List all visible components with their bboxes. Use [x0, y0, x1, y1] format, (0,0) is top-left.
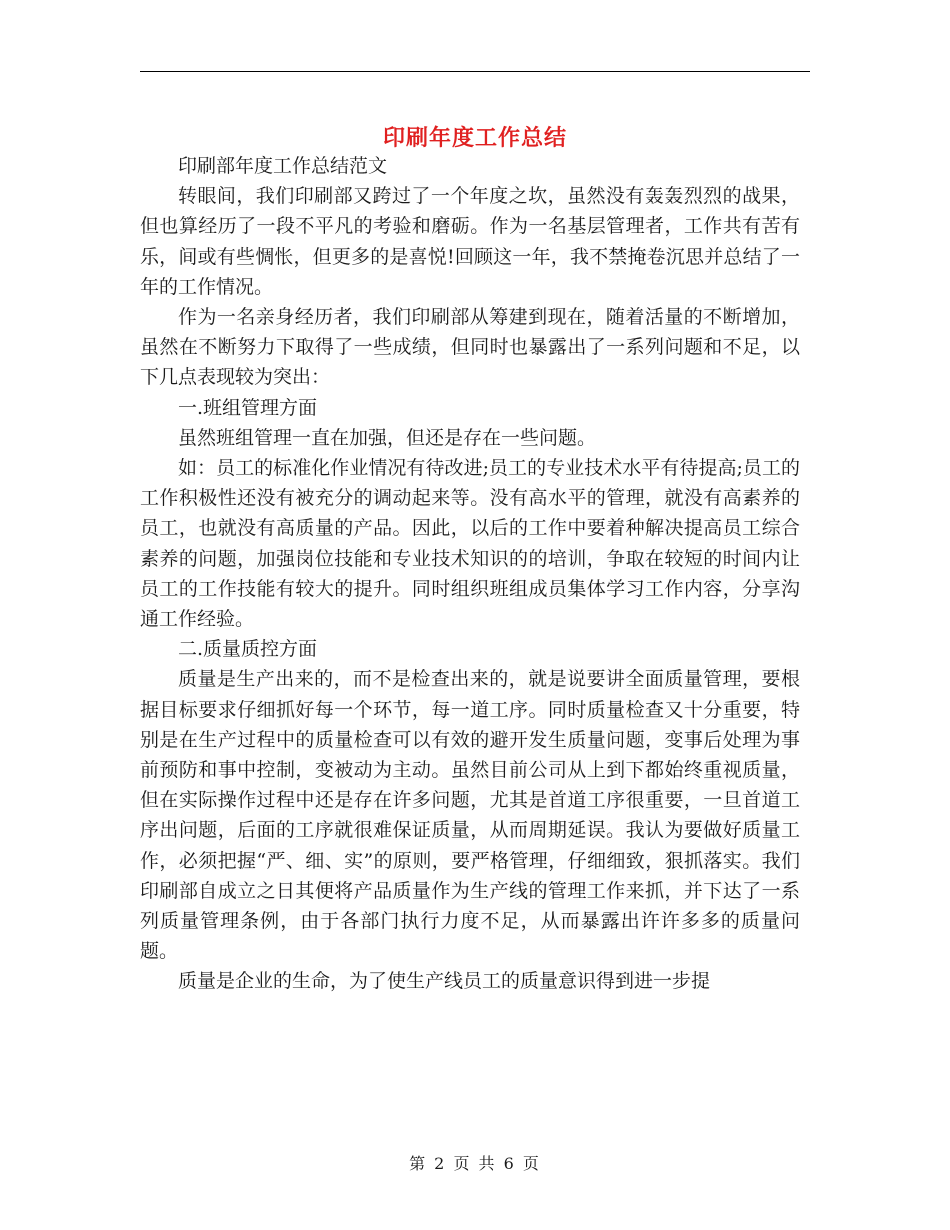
paragraph-team-issues: 虽然班组管理一直在加强，但还是存在一些问题。 [178, 426, 597, 449]
paragraph-subtitle: 印刷部年度工作总结范文 [178, 155, 388, 177]
document-body [140, 151, 800, 997]
header-rule [140, 71, 810, 72]
paragraph-team-details: 如：员工的标准化作业情况有待改进;员工的专业技术水平有待提高;员工的工作积极性还没有被充分的调动起来等。没有高水平的管理，就没有高素养的员工，也就没有高质量的产品。因此，以后的工作中要着种解决提高员工综合素养的问题，加强岗位技能和专业技术知识的的培训，争取在较短的时间内让员工的工作技能有较大的提升。同时组织班组成员集体学习工作内容，分享沟通工作经验。 [140, 457, 800, 631]
page-number: 第 2 页 共 6 页 [409, 1154, 541, 1173]
paragraph-quality-details: 质量是生产出来的，而不是检查出来的，就是说要讲全面质量管理，要根据目标要求仔细抓好每一个环节，每一道工序。同时质量检查又十分重要，特别是在生产过程中的质量检查可以有效的避开发生质量问题，变事后处理为事前预防和事中控制，变被动为主动。虽然目前公司从上到下都始终重视质量，但在实际操作过程中还是存在许多问题，尤其是首道工序很重要，一旦首道工序出问题，后面的工序就很难保证质量，从而周期延误。我认为要做好质量工作，必须把握“严、细、实”的原则，要严格管理，仔细细致，狠抓落实。我们印刷部自成立之日其便将产品质量作为生产线的管理工作来抓，并下达了一系列质量管理条例，由于各部门执行力度不足，从而暴露出许许多多的质量问题。 [140, 668, 800, 963]
section-heading-team-management: 一.班组管理方面 [178, 396, 318, 419]
paragraph-overview: 作为一名亲身经历者，我们印刷部从筹建到现在，随着活量的不断增加，虽然在不断努力下取得了一些成绩，但同时也暴露出了一系列问题和不足，以下几点表现较为突出： [140, 306, 800, 389]
paragraph-quality-continued: 质量是企业的生命，为了使生产线员工的质量意识得到进一步提 [178, 970, 711, 993]
document-title: 印刷年度工作总结 [382, 125, 567, 151]
paragraph-intro: 转眼间，我们印刷部又跨过了一个年度之坎，虽然没有轰轰烈烈的战果，但也算经历了一段不平凡的考验和磨砺。作为一名基层管理者，工作共有苦有乐，间或有些惆怅，但更多的是喜悦!回顾这一年，我不禁掩卷沉思并总结了一年的工作情况。 [140, 185, 800, 298]
section-heading-quality-control: 二.质量质控方面 [178, 638, 318, 661]
